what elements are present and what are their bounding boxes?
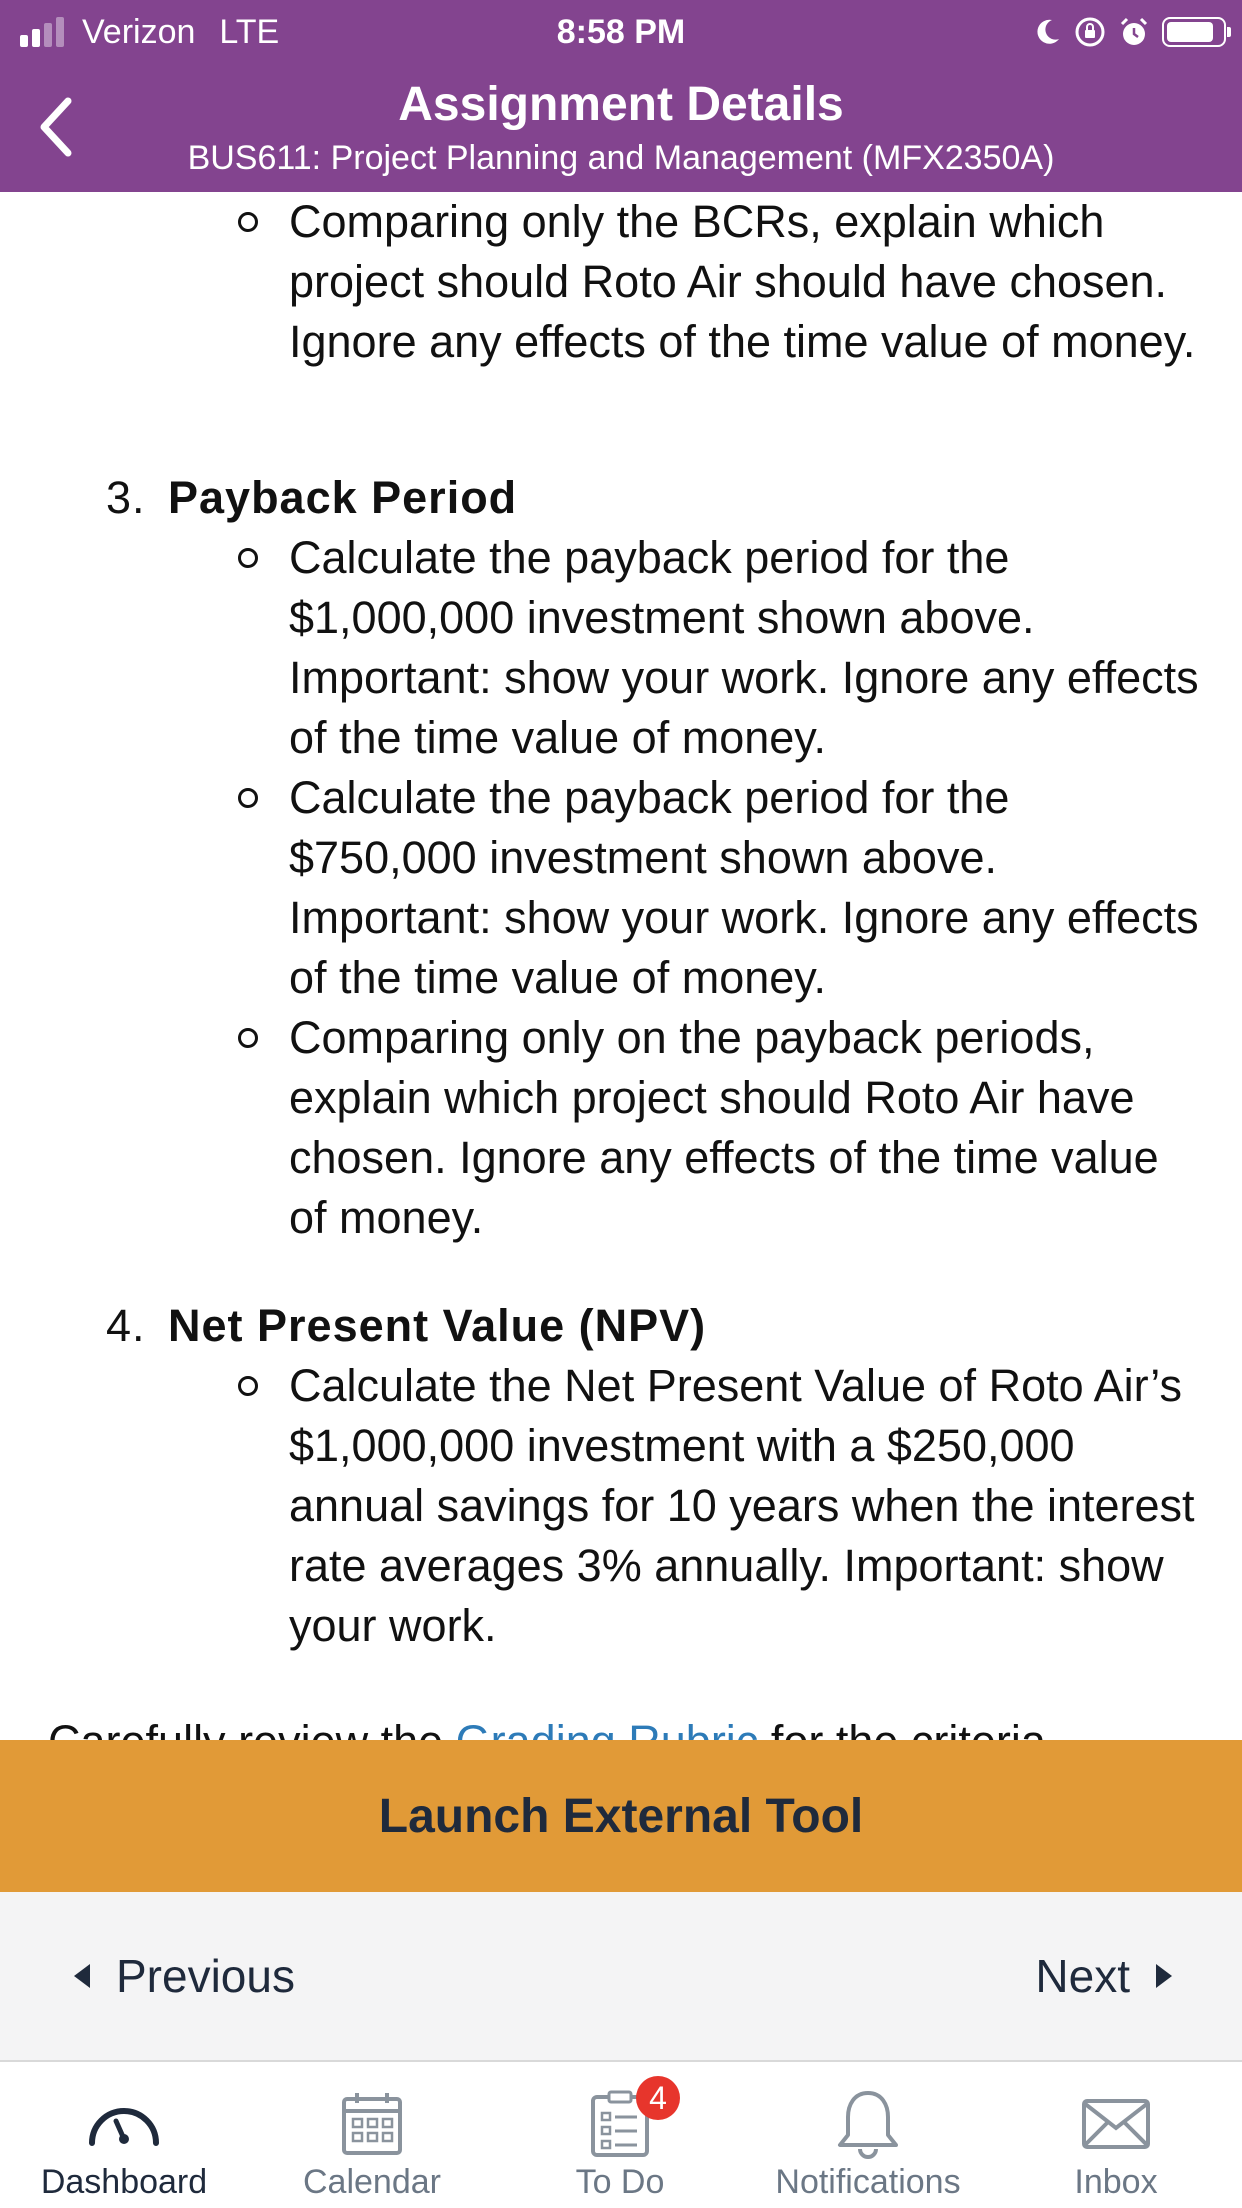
section-npv <box>0 1296 1242 1656</box>
tab-label: Inbox <box>1074 2163 1158 2201</box>
assignment-content[interactable] <box>0 192 1242 1740</box>
bell-icon <box>836 2089 900 2159</box>
list-item: Calculate the Net Present Value of Roto Air’s $1,000,000 investment with a $250,000 annual savings for 10 years when the interest rate averages 3% annually. Important: show your work. <box>0 1356 1242 1656</box>
list-item: Comparing only on the payback periods, explain which project should Roto Air have chosen. Ignore any effects of the time value of money. <box>0 1008 1242 1248</box>
tab-to-do[interactable] <box>496 2062 744 2208</box>
section-title: Net Present Value (NPV) <box>168 1300 707 1351</box>
list-item: Calculate the payback period for the $1,000,000 investment shown above. Important: show your work. Ignore any effects of the time value of money. <box>0 528 1242 768</box>
next-button[interactable] <box>1035 1892 1172 2060</box>
battery-icon <box>1162 17 1226 47</box>
bullet-list <box>0 528 1242 1248</box>
tab-dashboard[interactable] <box>0 2062 248 2208</box>
next-label: Next <box>1035 1950 1130 2002</box>
previous-label: Previous <box>116 1950 295 2002</box>
section-title: Payback Period <box>168 472 518 523</box>
tab-label: To Do <box>575 2163 665 2201</box>
tab-inbox[interactable] <box>992 2062 1240 2208</box>
caret-right-icon <box>1156 1964 1172 1988</box>
page-title: Assignment Details <box>398 78 844 131</box>
envelope-icon <box>1081 2098 1151 2150</box>
bullet-list <box>0 192 1242 372</box>
network-type: LTE <box>219 12 280 51</box>
item-navigation-bar <box>0 1892 1242 2060</box>
alarm-icon <box>1118 16 1150 48</box>
list-item: Calculate the payback period for the $750,000 investment shown above. Important: show your work. Ignore any effects of the time value of money. <box>0 768 1242 1008</box>
top-header <box>0 0 1242 192</box>
todo-count-badge: 4 <box>636 2076 680 2120</box>
status-time: 8:58 PM <box>556 13 686 51</box>
tab-label: Dashboard <box>40 2163 208 2201</box>
launch-external-tool-button[interactable]: Launch External Tool <box>0 1740 1242 1892</box>
previous-section-tail <box>0 192 1242 372</box>
tab-label: Calendar <box>303 2163 441 2201</box>
calendar-icon <box>341 2091 403 2157</box>
section-number: 3. <box>106 472 146 523</box>
bullet-list <box>0 1356 1242 1656</box>
status-icons <box>1032 12 1226 52</box>
caret-left-icon <box>74 1964 90 1988</box>
tab-calendar[interactable] <box>248 2062 496 2208</box>
dashboard-icon <box>86 2099 162 2149</box>
list-item: Comparing only the BCRs, explain which project should Roto Air should have chosen. Ignore any effects of the time value of money. <box>0 192 1242 372</box>
section-number: 4. <box>106 1300 146 1351</box>
tab-notifications[interactable] <box>744 2062 992 2208</box>
tab-label: Notifications <box>775 2163 961 2201</box>
carrier-name: Verizon <box>82 12 196 51</box>
course-subtitle: BUS611: Project Planning and Management (MFX2350A) <box>187 139 1055 177</box>
section-heading <box>0 1296 1242 1356</box>
moon-icon <box>1032 17 1062 47</box>
section-heading <box>0 468 1242 528</box>
previous-button[interactable] <box>74 1892 295 2060</box>
section-payback-period <box>0 468 1242 1248</box>
bottom-tab-bar <box>0 2060 1242 2208</box>
rotation-lock-icon <box>1074 16 1106 48</box>
